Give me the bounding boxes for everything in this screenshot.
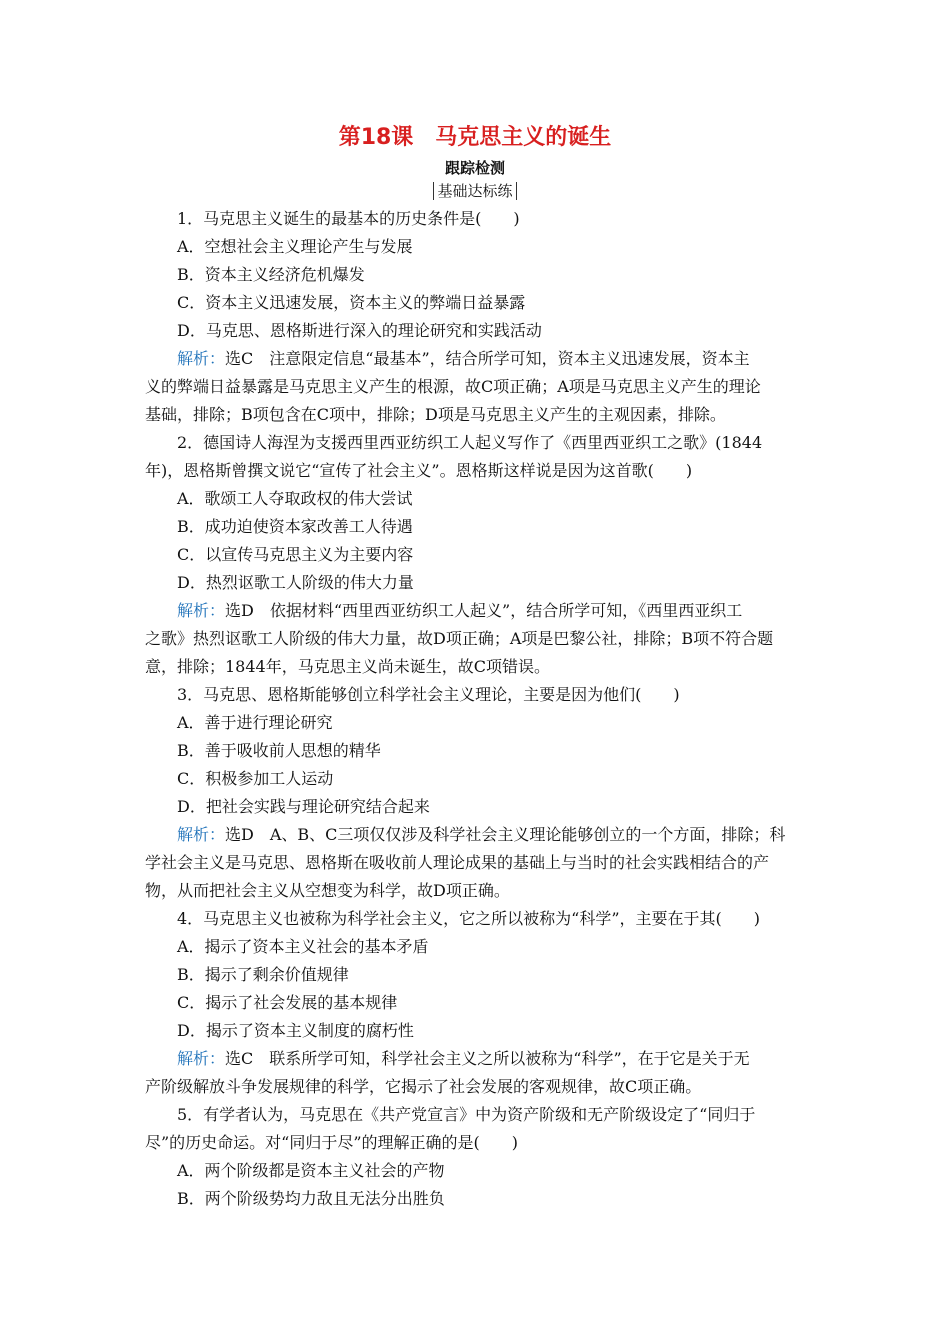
section-heading: [0, 180, 950, 201]
question-stem-line: 1．马克思主义诞生的最基本的历史条件是( ): [177, 209, 520, 228]
answer-option: A．揭示了资本主义社会的基本矛盾: [177, 937, 429, 956]
answer-option: B．两个阶级势均力敌且无法分出胜负: [177, 1189, 445, 1208]
answer-option: C．资本主义迅速发展，资本主义的弊端日益暴露: [177, 293, 526, 312]
analysis-label: 解析：: [177, 601, 226, 620]
analysis-line: 义的弊端日益暴露是马克思主义产生的根源，故C项正确；A项是马克思主义产生的理论: [145, 377, 761, 396]
analysis-line: 解析：选C 联系所学可知，科学社会主义之所以被称为“科学”，在于它是关于无: [177, 1049, 750, 1068]
question-stem-line: 4．马克思主义也被称为科学社会主义，它之所以被称为“科学”，主要在于其( ): [177, 909, 761, 928]
answer-option: B．揭示了剩余价值规律: [177, 965, 349, 984]
analysis-line: 产阶级解放斗争发展规律的科学，它揭示了社会发展的客观规律，故C项正确。: [145, 1077, 702, 1096]
answer-option: A．歌颂工人夺取政权的伟大尝试: [177, 489, 413, 508]
analysis-label: 解析：: [177, 825, 226, 844]
question-list: [145, 205, 810, 1213]
page-title: 第18课 马克思主义的诞生: [338, 125, 612, 150]
analysis-line: 物，从而把社会主义从空想变为科学，故D项正确。: [145, 881, 510, 900]
answer-option: C．积极参加工人运动: [177, 769, 334, 788]
question-stem-line: 年)，恩格斯曾撰文说它“宣传了社会主义”。恩格斯这样说是因为这首歌( ): [145, 461, 693, 480]
analysis-label: 解析：: [177, 1049, 226, 1068]
answer-option: B．成功迫使资本家改善工人待遇: [177, 517, 413, 536]
question-stem-line: 2．德国诗人海涅为支援西里西亚纺织工人起义写作了《西里西亚织工之歌》(1844: [177, 433, 763, 452]
answer-option: D．热烈讴歌工人阶级的伟大力量: [177, 573, 414, 592]
answer-option: D．马克思、恩格斯进行深入的理论研究和实践活动: [177, 321, 542, 340]
answer-option: A．善于进行理论研究: [177, 713, 333, 732]
answer-option: B．资本主义经济危机爆发: [177, 265, 365, 284]
analysis-line: 学社会主义是马克思、恩格斯在吸收前人理论成果的基础上与当时的社会实践相结合的产: [145, 853, 770, 872]
analysis-line: 之歌》热烈讴歌工人阶级的伟大力量，故D项正确；A项是巴黎公社，排除；B项不符合题: [145, 629, 774, 648]
analysis-line: 意，排除；1844年，马克思主义尚未诞生，故C项错误。: [145, 657, 550, 676]
section-label: 基础达标练: [433, 182, 516, 200]
analysis-line: 解析：选C 注意限定信息“最基本”，结合所学可知，资本主义迅速发展，资本主: [177, 349, 750, 368]
answer-option: B．善于吸收前人思想的精华: [177, 741, 381, 760]
answer-option: A．空想社会主义理论产生与发展: [177, 237, 413, 256]
answer-option: C．以宣传马克思主义为主要内容: [177, 545, 414, 564]
analysis-line: 解析：选D A、B、C三项仅仅涉及科学社会主义理论能够创立的一个方面，排除；科: [177, 825, 786, 844]
question-stem-line: 尽”的历史命运。对“同归于尽”的理解正确的是( ): [145, 1133, 519, 1152]
answer-option: D．把社会实践与理论研究结合起来: [177, 797, 430, 816]
page-subtitle: 跟踪检测: [444, 159, 505, 177]
analysis-line: 解析：选D 依据材料“西里西亚纺织工人起义”，结合所学可知，《西里西亚织工: [177, 601, 743, 620]
answer-option: D．揭示了资本主义制度的腐朽性: [177, 1021, 414, 1040]
question-stem-line: 3．马克思、恩格斯能够创立科学社会主义理论，主要是因为他们( ): [177, 685, 680, 704]
analysis-label: 解析：: [177, 349, 226, 368]
answer-option: A．两个阶级都是资本主义社会的产物: [177, 1161, 445, 1180]
question-stem-line: 5．有学者认为，马克思在《共产党宣言》中为资产阶级和无产阶级设定了“同归于: [177, 1105, 756, 1124]
answer-option: C．揭示了社会发展的基本规律: [177, 993, 398, 1012]
analysis-line: 基础，排除；B项包含在C项中，排除；D项是马克思主义产生的主观因素，排除。: [145, 405, 726, 424]
